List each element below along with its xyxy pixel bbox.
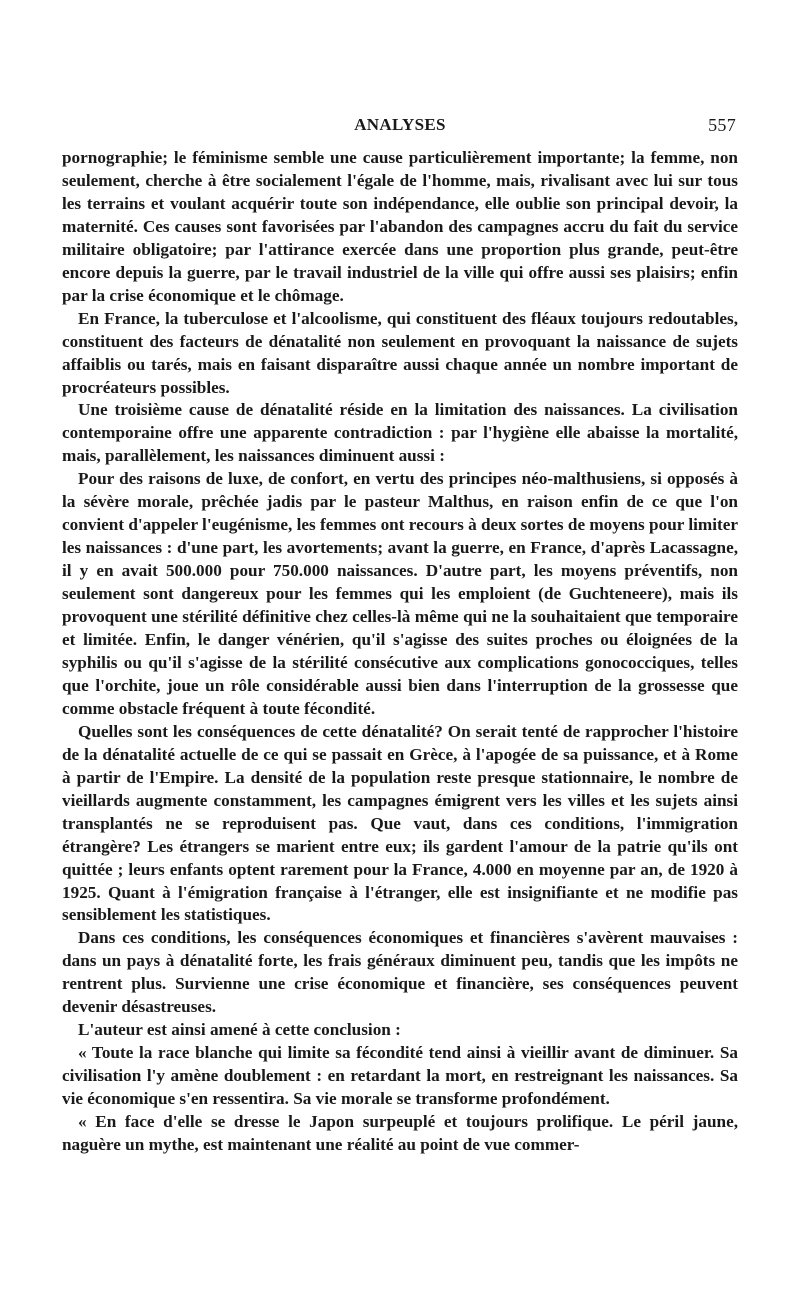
paragraph: L'auteur est ainsi amené à cette conclusion : [78, 1020, 401, 1040]
paragraph: Dans ces conditions, les conséquences économiques et financières s'avèrent mauvaises : dans un pays à dénatalité forte, les frais généraux diminuent peu, tandis que les impôts ne rentrent plus. Survienne une crise économique et financière, ses conséquences peuvent devenir désastreuses. [62, 928, 738, 1017]
paragraph: Une troisième cause de dénatalité réside en la limitation des naissances. La civilisation contemporaine offre une apparente contradiction : par l'hygiène elle abaisse la mortalité, mais, parallèlement, les naissances diminuent aussi : [62, 400, 738, 466]
running-title: ANALYSES [354, 115, 446, 134]
quote-paragraph: « Toute la race blanche qui limite sa fécondité tend ainsi à vieillir avant de diminuer. Sa civilisation l'y amène doublement : en retardant la mort, en restreignant les naissances. Sa vie économique s'en ressentira. Sa vie morale se transforme profondément. [62, 1043, 738, 1109]
running-header [62, 113, 738, 141]
paragraph: Quelles sont les conséquences de cette dénatalité? On serait tenté de rapprocher l'histoire de la dénatalité actuelle de ce qui se passait en Grèce, à l'apogée de sa puissance, et à Rome à partir de l'Empire. La densité de la population reste presque stationnaire, le nombre de vieillards augmente constamment, les campagnes émigrent vers les villes et les sujets ainsi transplantés ne se reproduisent pas. Que vaut, dans ces conditions, l'immigration étrangère? Les étrangers se marient entre eux; ils gardent l'amour de la patrie qu'ils ont quittée ; leurs enfants optent rarement pour la France, 4.000 en moyenne par an, de 1920 à 1925. Quant à l'émigration française à l'étranger, elle est insignifiante et ne modifie pas sensiblement les statistiques. [62, 721, 738, 925]
paragraph: En France, la tuberculose et l'alcoolisme, qui constituent des fléaux toujours redoutables, constituent des facteurs de dénatalité non seulement en provoquant la naissance de sujets affaiblis ou tarés, mais en faisant disparaître aussi chaque année un nombre important de procréateurs possibles. [62, 308, 738, 397]
paragraph: pornographie; le féminisme semble une cause particulièrement importante; la femme, non seulement, cherche à être socialement l'égale de l'homme, mais, rivalisant avec lui sur tous les terrains et voulant acquérir toute son indépendance, elle oublie son principal devoir, la maternité. Ces causes sont favorisées par l'abandon des campagnes accru du fait du service militaire obligatoire; par l'attirance exercée dans une proportion plus grande, peut-être encore depuis la guerre, par le travail industriel de la ville qui offre aussi ses plaisirs; enfin par la crise économique et le chômage. [62, 148, 738, 305]
page [62, 113, 738, 1157]
quote-paragraph: « En face d'elle se dresse le Japon surpeuplé et toujours prolifique. Le péril jaune, naguère un mythe, est maintenant une réalité au point de vue commer- [62, 1112, 738, 1154]
paragraph: Pour des raisons de luxe, de confort, en vertu des principes néo-malthusiens, si opposés à la sévère morale, prêchée jadis par le pasteur Malthus, en raison enfin de ce que l'on convient d'appeler l'eugénisme, les femmes ont recours à deux sortes de moyens pour limiter les naissances : d'une part, les avortements; avant la guerre, en France, d'après Lacassagne, il y en avait 500.000 pour 750.000 naissances. D'autre part, les moyens préventifs, non seulement sont dangereux pour les femmes qui les emploient (de Guchteneere), mais ils provoquent une stérilité définitive chez celles-là même qui ne la souhaitaient que temporaire et limitée. Enfin, le danger vénérien, qu'il s'agisse des suites proches ou éloignées de la syphilis ou qu'il s'agisse de la stérilité consécutive aux complications gonococciques, telles que l'orchite, joue un rôle considérable aussi bien dans l'interruption de la grossesse que comme obstacle fréquent à toute fécondité. [62, 469, 738, 718]
body-text [62, 147, 738, 1157]
page-number: 557 [708, 115, 736, 135]
